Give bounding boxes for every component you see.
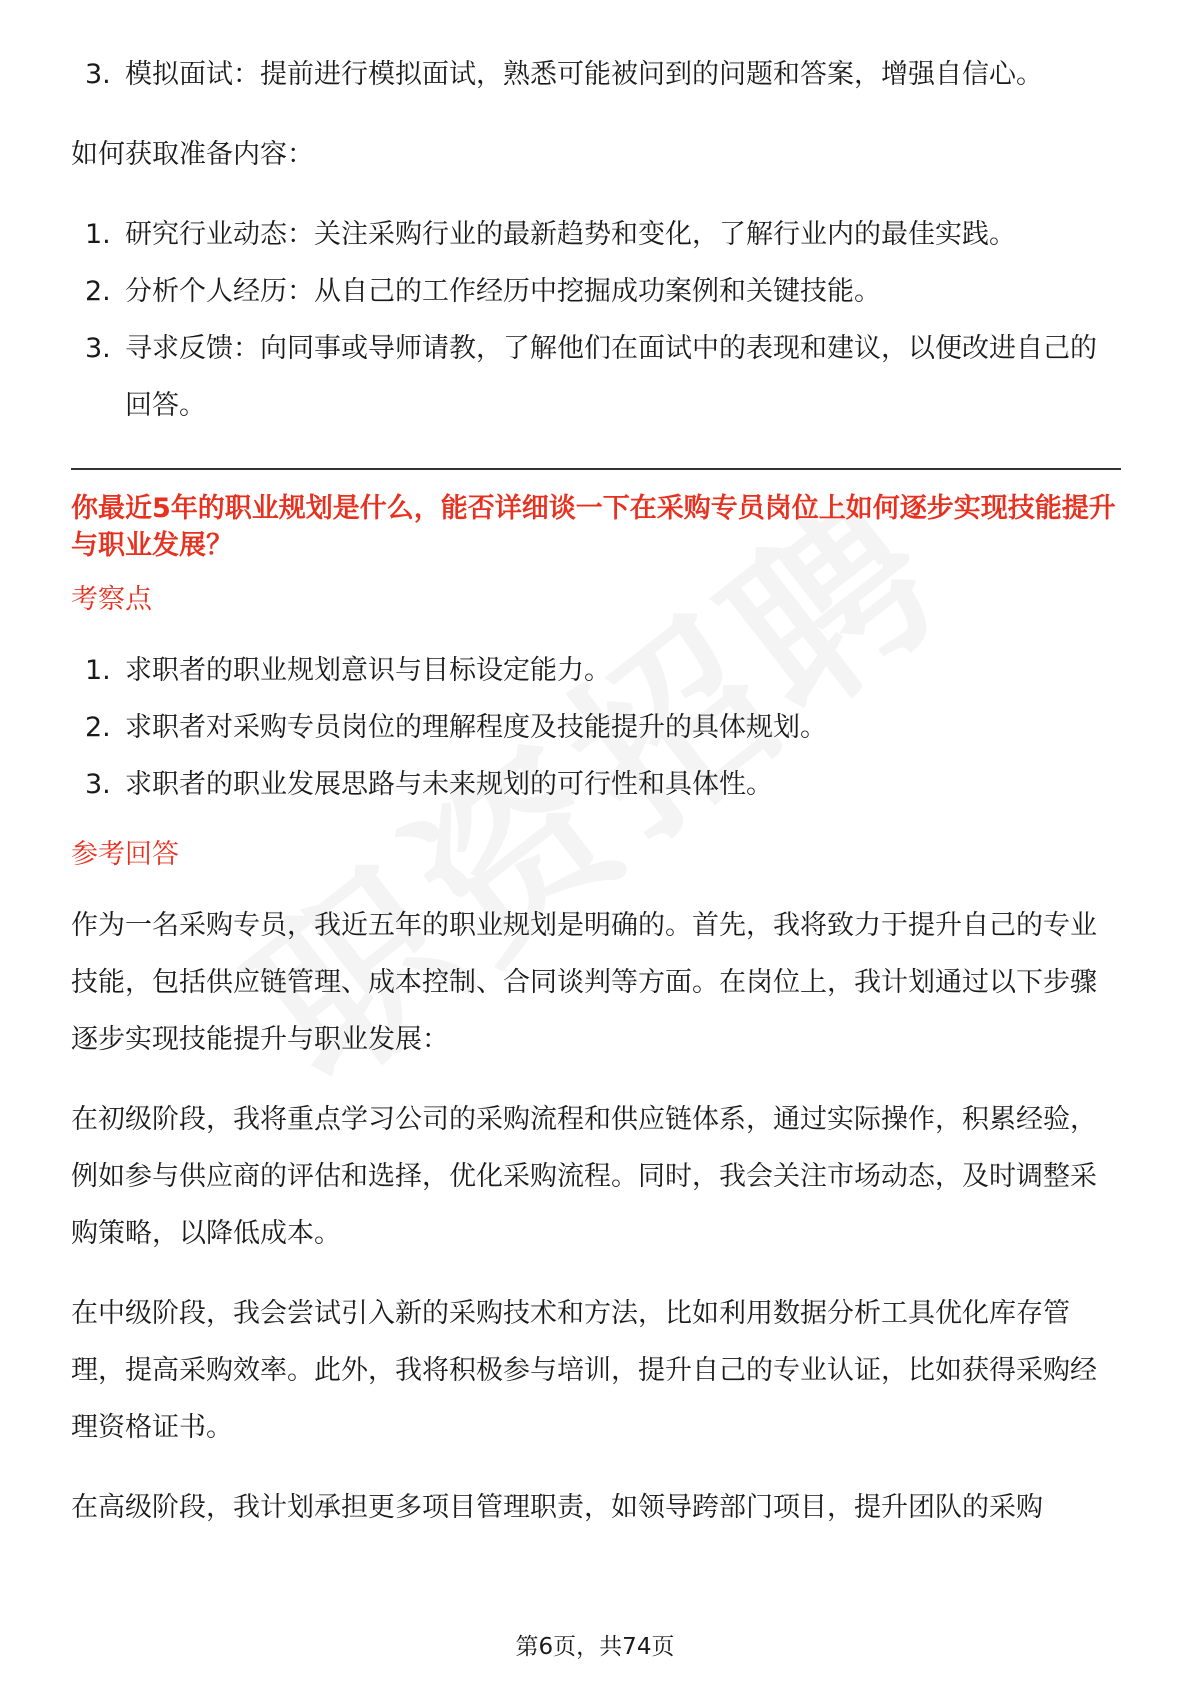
answer-paragraph: 在中级阶段，我会尝试引入新的采购技术和方法，比如利用数据分析工具优化库存管理，提高采购效率。此外，我将积极参与培训，提升自己的专业认证，比如获得采购经理资格证书。 [71, 1298, 1097, 1443]
list-item: 3. 模拟面试：提前进行模拟面试，熟悉可能被问到的问题和答案，增强自信心。 [85, 59, 1043, 90]
answer-paragraph: 作为一名采购专员，我近五年的职业规划是明确的。首先，我将致力于提升自己的专业技能，包括供应链管理、成本控制、合同谈判等方面。在岗位上，我计划通过以下步骤逐步实现技能提升与职业发展： [71, 910, 1097, 1055]
section-divider [71, 468, 1121, 470]
prep-list-continued [71, 46, 1121, 103]
page-content [71, 46, 1121, 1536]
list-item: 1. 求职者的职业规划意识与目标设定能力。 [85, 655, 611, 686]
how-list [71, 206, 1121, 434]
answer-heading: 参考回答 [71, 839, 179, 870]
list-item: 3. 求职者的职业发展思路与未来规划的可行性和具体性。 [85, 769, 773, 800]
question-title: 你最近5年的职业规划是什么，能否详细谈一下在采购专员岗位上如何逐步实现技能提升与职业发展？ [71, 493, 1116, 561]
kaocha-heading: 考察点 [71, 584, 152, 615]
page-number-footer: 第6页，共74页 [515, 1634, 675, 1660]
list-item: 2. 求职者对采购专员岗位的理解程度及技能提升的具体规划。 [85, 712, 827, 743]
answer-paragraph: 在初级阶段，我将重点学习公司的采购流程和供应链体系，通过实际操作，积累经验，例如参与供应商的评估和选择，优化采购流程。同时，我会关注市场动态，及时调整采购策略，以降低成本。 [71, 1104, 1097, 1249]
list-item: 3. 寻求反馈：向同事或导师请教，了解他们在面试中的表现和建议，以便改进自己的回答。 [85, 333, 1097, 421]
answer-paragraph: 在高级阶段，我计划承担更多项目管理职责，如领导跨部门项目，提升团队的采购 [71, 1492, 1043, 1523]
how-heading: 如何获取准备内容： [71, 139, 314, 170]
kaocha-list [71, 642, 1121, 813]
list-item: 2. 分析个人经历：从自己的工作经历中挖掘成功案例和关键技能。 [85, 276, 881, 307]
list-item: 1. 研究行业动态：关注采购行业的最新趋势和变化，了解行业内的最佳实践。 [85, 219, 1016, 250]
